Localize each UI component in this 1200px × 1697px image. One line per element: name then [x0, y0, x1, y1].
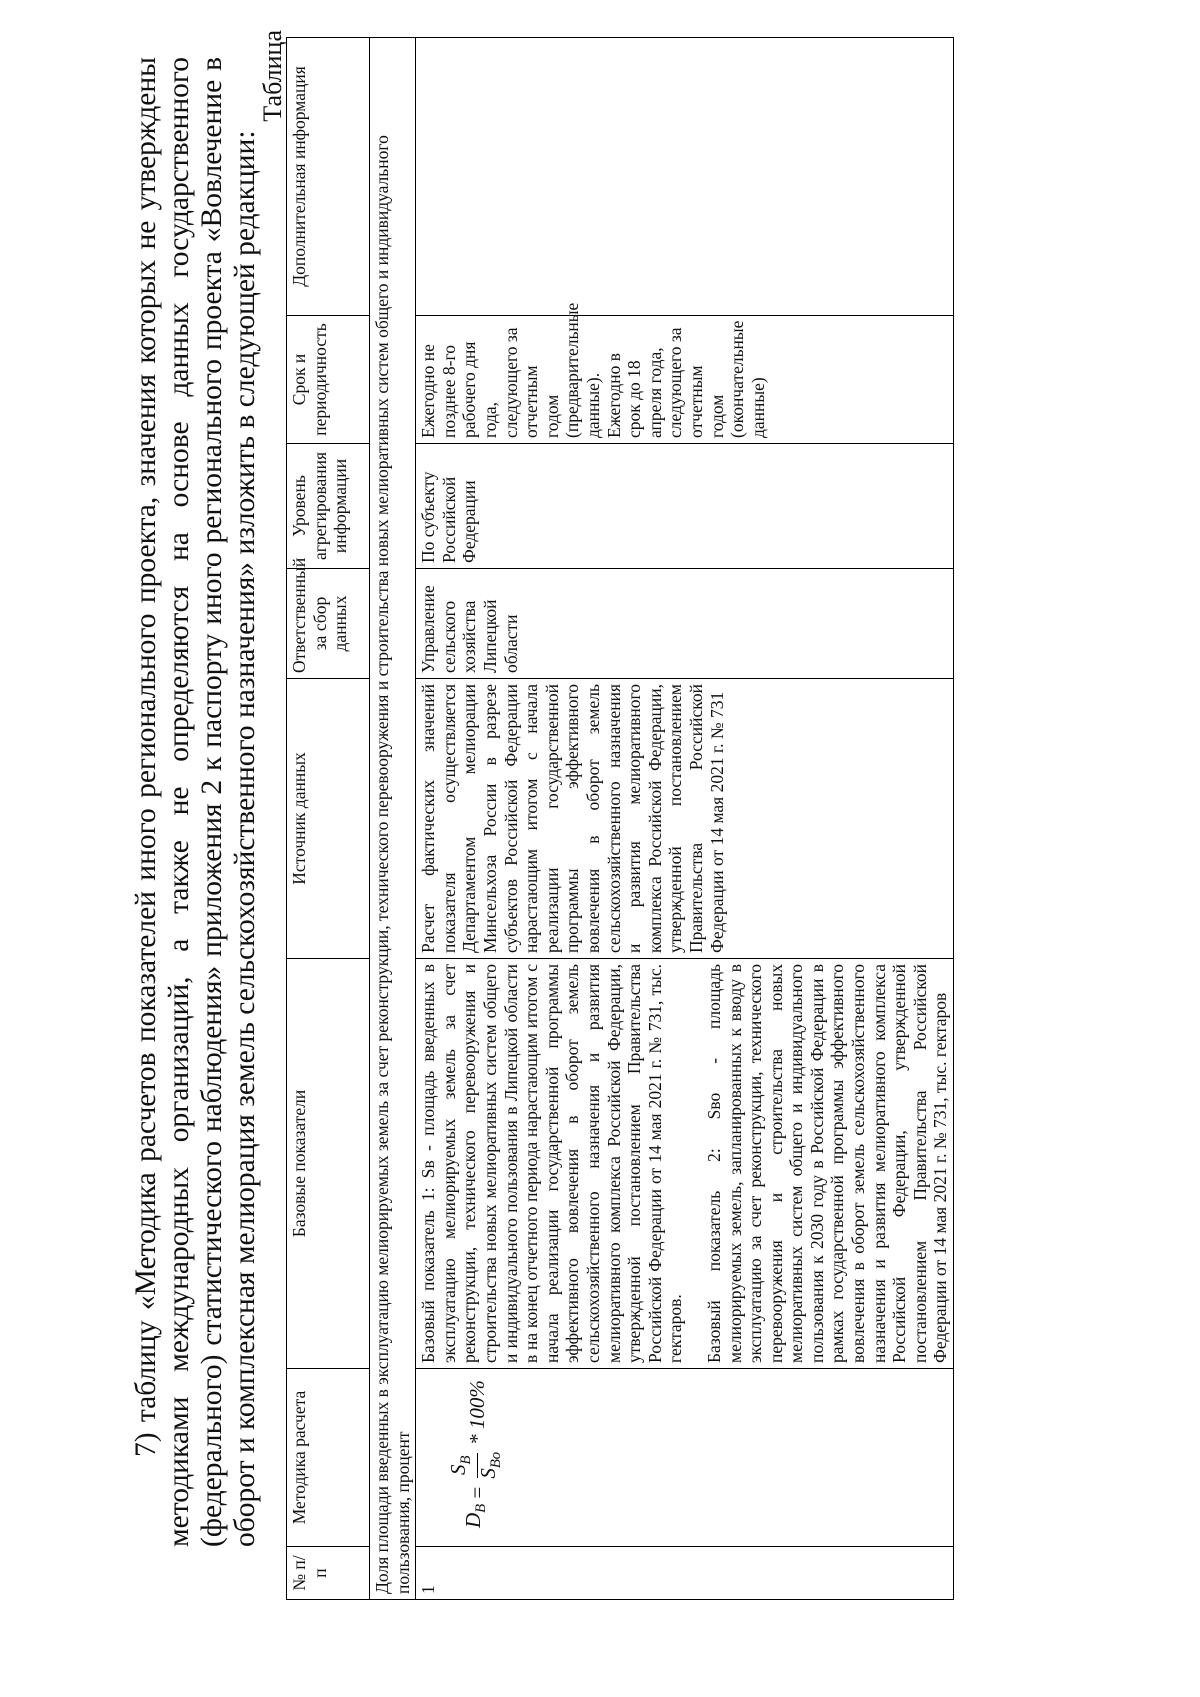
base-indicator-2: Базовый показатель 2: Sво - площадь мелиорируемых земель, запланированных к вводу в эксплуатацию за счет реконструкции, технического перевооружения и строительства новых мелиоративных систем общего и индивидуального пользования к 2030 году в Российской Федерации в рамках государственной программы эффективного вовлечения в оборот земель сельскохозяйственного назначения и развития мелиоративного комплекса Российской Федерации, утвержденной постановлением Правительства Российской Федерации от 14 мая 2021 г. № 731, тыс. гектаров: [703, 964, 951, 1363]
formula-numerator: $S_B$: [448, 1453, 478, 1478]
table-row: [416, 38, 954, 1600]
base-indicator-1: Базовый показатель 1: Sв - площадь введенных в эксплуатацию мелиорируемых земель за счет реконструкции, технического перевооружения и строительства новых мелиоративных систем общего и индивидуального пользования в Липецкой области в на конец отчетного периода нарастающим итогом с начала реализации государственной программы эффективного вовлечения в оборот земель сельскохозяйственного назначения и развития мелиоративного комплекса Российской Федерации, утвержденной постановлением Правительства Российской Федерации от 14 мая 2021 г. № 731, тыс. гектаров.: [418, 964, 686, 1363]
header-number: № п/п: [287, 1547, 370, 1600]
cell-additional: [416, 38, 954, 316]
formula-denominator: $S_{Bo}$: [475, 1451, 505, 1479]
indicator-title-row: [370, 38, 416, 1600]
table-caption: Таблица: [258, 30, 287, 122]
formula-fraction: [448, 1449, 507, 1482]
intro-text: 7) таблицу «Методика расчетов показателей иного регионального проекта, значения которых не утверждены методиками международных организаций, а также не определяются на основе данных государственного (федерального) статистического наблюдения» приложения 2 к паспорту иного регионального проекта «Вовлечение в оборот и комплексная мелиорация земель сельскохозяйственного назначения» изложить в следующей редакции:: [130, 57, 261, 1547]
formula: [448, 1380, 507, 1528]
cell-aggregation: По субъекту Российской Федерации: [416, 444, 954, 569]
header-method: Методика расчета: [287, 1369, 370, 1547]
intro-paragraph: [130, 57, 262, 1547]
cell-formula: [416, 1369, 954, 1547]
header-aggregation: Уровень агрегирования информации: [287, 444, 370, 569]
header-responsible: Ответственный за сбор данных: [287, 569, 370, 679]
header-data-source: Источник данных: [287, 679, 370, 959]
formula-lhs: $D_B$: [461, 1503, 490, 1528]
header-base-indicators: Базовые показатели: [287, 959, 370, 1369]
methodology-table: [286, 37, 954, 1600]
cell-responsible: Управление сельского хозяйства Липецкой области: [416, 569, 954, 679]
cell-data-source: Расчет фактических значений показателя осуществляется Департаментом мелиорации Минсельхоза России в разрезе субъектов Российской Федерации нарастающим итогом с начала реализации государственной программы эффективного вовлечения в оборот земель сельскохозяйственного назначения и развития мелиоративного комплекса Российской Федерации, утвержденной постановлением Правительства Российской Федерации от 14 мая 2021 г. № 731: [416, 679, 954, 959]
table-header-row: [287, 38, 370, 1600]
cell-deadline: [416, 302, 954, 444]
header-additional: Дополнительная информация: [287, 38, 370, 316]
header-deadline: Срок и периодичность: [287, 316, 370, 444]
cell-base-indicators: [416, 959, 954, 1369]
indicator-title: Доля площади введенных в эксплуатацию мелиорируемых земель за счет реконструкции, технического перевооружения и строительства новых мелиоративных систем общего и индивидуального пользования, процент: [370, 38, 416, 1600]
deadline-preliminary: Ежегодно не позднее 8-го рабочего дня года, следующего за отчетным годом (предварительные данные).: [418, 302, 603, 438]
formula-tail: * 100%: [465, 1380, 490, 1445]
cell-number: 1: [416, 1547, 954, 1600]
deadline-final: Ежегодно в срок до 18 апреля года, следующего за отчетным годом (окончательные данные): [603, 320, 768, 438]
formula-eq: =: [465, 1485, 490, 1500]
